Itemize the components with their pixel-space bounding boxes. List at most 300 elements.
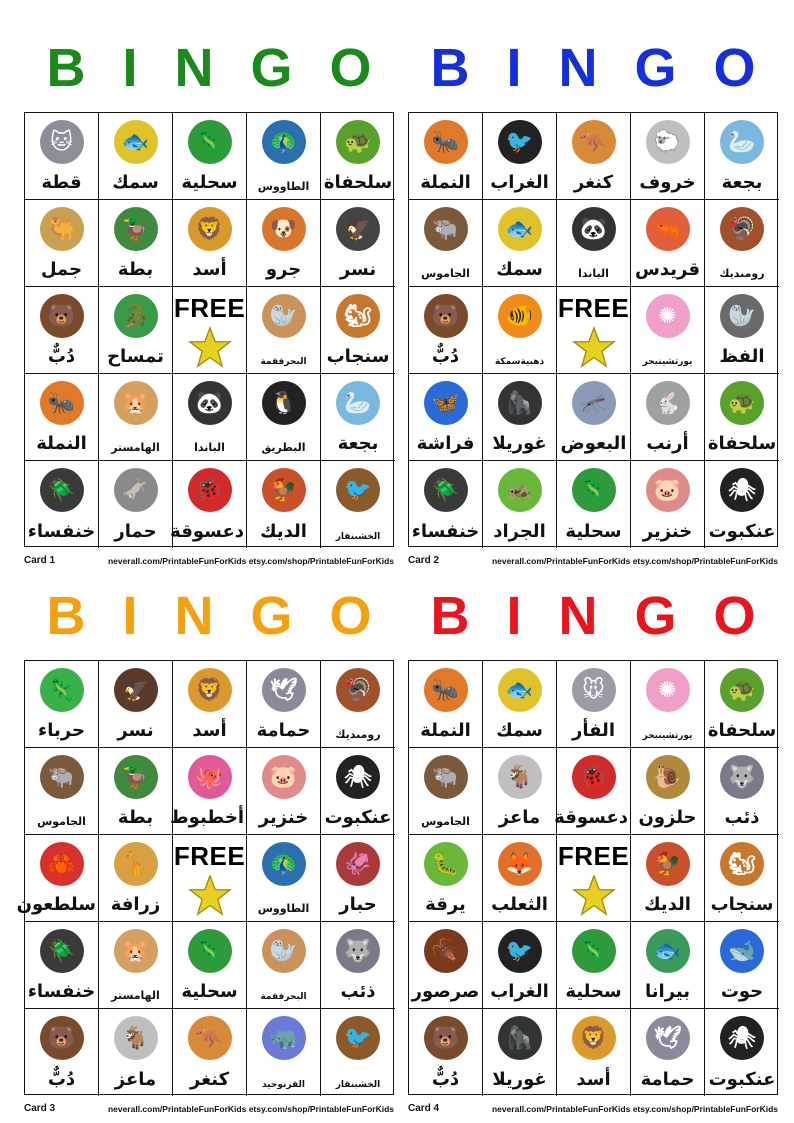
animal-picture-icon: 🕷 [720, 1016, 764, 1060]
card-footer [24, 553, 394, 567]
bingo-letter: I [506, 38, 522, 98]
website-credits: neverall.com/PrintableFunForKids etsy.com/shop/PrintableFunForKids [491, 556, 778, 566]
animal-name: الهامستر [111, 989, 160, 1002]
animal-picture-icon: 🐜 [424, 120, 468, 164]
bingo-cell[interactable] [321, 113, 395, 200]
bingo-letter: G [250, 38, 293, 98]
animal-picture-icon: 🪲 [424, 468, 468, 512]
bingo-cell[interactable] [409, 374, 483, 461]
animal-name: حبار [339, 894, 377, 915]
animal-name: الخشبنقار [335, 1080, 381, 1090]
bingo-cell[interactable] [631, 287, 705, 374]
bingo-cell[interactable] [321, 200, 395, 287]
bingo-cell[interactable] [554, 748, 631, 835]
bingo-cell[interactable] [99, 1009, 173, 1096]
bingo-cell[interactable] [483, 374, 557, 461]
animal-name: جرو [265, 259, 302, 280]
free-label: FREE [173, 293, 246, 323]
animal-name: كنغر [189, 1069, 230, 1090]
animal-name: كنغر [573, 172, 614, 193]
bingo-title [408, 568, 778, 664]
bingo-cell[interactable] [705, 113, 779, 200]
animal-name: الديك [644, 894, 691, 915]
animal-picture-icon: 🦭 [720, 294, 764, 338]
animal-name: نسر [117, 720, 154, 741]
bingo-cell[interactable] [170, 461, 247, 548]
animal-name: ذئب [724, 807, 760, 828]
bingo-cell[interactable] [247, 835, 321, 922]
bingo-cell[interactable] [631, 835, 705, 922]
free-label: FREE [173, 841, 246, 871]
animal-name: دُبٌّ [47, 1069, 76, 1090]
animal-picture-icon: 🦃 [336, 668, 380, 712]
bingo-cell[interactable] [705, 287, 779, 374]
bingo-cell[interactable] [409, 835, 483, 922]
animal-name: ذهبيةسمكة [494, 357, 545, 367]
animal-name: خنفساء [27, 521, 96, 542]
bingo-grid [408, 660, 778, 1095]
animal-picture-icon: 🦁 [188, 207, 232, 251]
animal-picture-icon: 🐻 [424, 1016, 468, 1060]
bingo-cell[interactable] [409, 287, 483, 374]
animal-picture-icon: 🦭 [262, 294, 306, 338]
bingo-cell[interactable] [321, 461, 395, 548]
animal-name: جمل [40, 259, 83, 280]
star-icon [572, 874, 616, 916]
animal-picture-icon: 🐞 [188, 468, 232, 512]
bingo-cell[interactable] [99, 661, 173, 748]
animal-picture-icon: 🦒 [114, 842, 158, 886]
animal-picture-icon: 🕷 [720, 468, 764, 512]
animal-name: البحرفقمة [260, 357, 307, 367]
bingo-title [24, 20, 394, 116]
animal-name: بجعة [721, 172, 763, 193]
bingo-cell[interactable] [25, 200, 99, 287]
bingo-grid [24, 112, 394, 547]
animal-picture-icon: 🦑 [336, 842, 380, 886]
animal-name: تمساح [107, 346, 164, 367]
animal-picture-icon: 🦁 [188, 668, 232, 712]
bingo-cell[interactable] [409, 922, 483, 1009]
animal-picture-icon: 🐿 [720, 842, 764, 886]
animal-name: الفأر [571, 720, 615, 741]
animal-name: ذئب [340, 981, 376, 1002]
bingo-cell[interactable] [173, 922, 247, 1009]
animal-name: سحلية [181, 172, 238, 193]
animal-name: الجاموس [421, 815, 470, 828]
bingo-title [408, 20, 778, 116]
bingo-cell[interactable] [173, 374, 247, 461]
bingo-grid [408, 112, 778, 547]
bingo-cell[interactable] [25, 287, 99, 374]
animal-name: سمك [496, 259, 543, 280]
animal-picture-icon: 🦏 [262, 1016, 306, 1060]
bingo-cell[interactable] [409, 661, 483, 748]
animal-name: دُبٌّ [47, 346, 76, 367]
bingo-cell[interactable] [631, 1009, 705, 1096]
animal-name: دعسوقة [554, 807, 628, 828]
animal-name: بيرانا [645, 981, 690, 1002]
animal-name: سحلية [565, 521, 622, 542]
animal-picture-icon: 🐻 [40, 294, 84, 338]
bingo-cell[interactable] [321, 922, 395, 1009]
bingo-cell[interactable] [321, 1009, 395, 1096]
bingo-cell[interactable] [321, 835, 395, 922]
bingo-cell[interactable] [25, 113, 99, 200]
animal-name: البعوض [560, 433, 627, 454]
bingo-cell[interactable] [483, 922, 557, 1009]
bingo-cell[interactable] [321, 287, 395, 374]
animal-picture-icon: 🐼 [572, 207, 616, 251]
animal-name: الخشبنقار [335, 532, 381, 542]
animal-picture-icon: 🐋 [720, 929, 764, 973]
animal-name: خنزير [258, 807, 309, 828]
animal-picture-icon: 🦚 [262, 120, 306, 164]
bingo-cell[interactable] [483, 1009, 557, 1096]
animal-picture-icon: 🦅 [114, 668, 158, 712]
bingo-cell[interactable] [409, 200, 483, 287]
free-space[interactable] [173, 835, 247, 922]
bingo-cell[interactable] [247, 1009, 321, 1096]
bingo-cell[interactable] [631, 200, 705, 287]
bingo-cell[interactable] [705, 835, 779, 922]
bingo-cell[interactable] [557, 922, 631, 1009]
animal-picture-icon: ✺ [646, 294, 690, 338]
animal-name: دُبٌّ [431, 1069, 460, 1090]
free-label: FREE [557, 293, 630, 323]
animal-picture-icon: 🐃 [424, 207, 468, 251]
animal-picture-icon: 🐦 [336, 468, 380, 512]
animal-picture-icon: 🦃 [720, 207, 764, 251]
bingo-cell[interactable] [557, 661, 631, 748]
animal-name: الباندا [578, 267, 609, 280]
free-space[interactable] [173, 287, 247, 374]
bingo-grid [16, 660, 394, 1095]
animal-picture-icon: 🐦 [498, 120, 542, 164]
animal-picture-icon: 🦆 [114, 755, 158, 799]
bingo-cell[interactable] [99, 748, 173, 835]
animal-picture-icon: 🦘 [188, 1016, 232, 1060]
bingo-letter: B [46, 586, 86, 646]
animal-picture-icon: 🦢 [720, 120, 764, 164]
bingo-letter: B [430, 586, 470, 646]
animal-picture-icon: 🐫 [40, 207, 84, 251]
bingo-cell[interactable] [247, 748, 321, 835]
bingo-letter: B [46, 38, 86, 98]
bingo-cell[interactable] [705, 1009, 779, 1096]
animal-picture-icon: 🦎 [572, 468, 616, 512]
star-icon [188, 874, 232, 916]
animal-picture-icon: 🦐 [646, 207, 690, 251]
animal-picture-icon: 🐢 [720, 381, 764, 425]
animal-picture-icon: 🐺 [720, 755, 764, 799]
bingo-cell[interactable] [557, 1009, 631, 1096]
bingo-cell[interactable] [99, 287, 173, 374]
animal-picture-icon: 🐌 [646, 755, 690, 799]
animal-picture-icon: 🐻 [40, 1016, 84, 1060]
animal-picture-icon: 🐓 [646, 842, 690, 886]
bingo-cell[interactable] [557, 113, 631, 200]
bingo-letter: O [713, 38, 756, 98]
bingo-cell[interactable] [247, 113, 321, 200]
animal-name: حمار [114, 521, 157, 542]
bingo-cell[interactable] [247, 287, 321, 374]
animal-picture-icon: 🐢 [720, 668, 764, 712]
animal-picture-icon: 🦎 [188, 120, 232, 164]
bingo-cell[interactable] [631, 374, 705, 461]
animal-name: حوت [720, 981, 764, 1002]
bingo-cell[interactable] [247, 661, 321, 748]
animal-picture-icon: 🦘 [572, 120, 616, 164]
bingo-letter: G [634, 38, 677, 98]
animal-name: قريدس [635, 259, 700, 280]
bingo-cell[interactable] [631, 113, 705, 200]
bingo-cell[interactable] [25, 1009, 99, 1096]
card-footer [408, 553, 778, 567]
animal-name: سلحفاة [707, 720, 777, 741]
bingo-cell[interactable] [247, 922, 321, 1009]
animal-picture-icon: 🐹 [114, 381, 158, 425]
animal-name: القرنوحيد [262, 1080, 305, 1090]
animal-picture-icon: 🐷 [646, 468, 690, 512]
animal-picture-icon: 🐧 [262, 381, 306, 425]
animal-name: غوريلا [492, 433, 547, 454]
bingo-letter: I [506, 586, 522, 646]
bingo-cell[interactable] [705, 661, 779, 748]
animal-name: عنكبوت [324, 807, 392, 828]
bingo-cell[interactable] [99, 835, 173, 922]
animal-picture-icon: 🐦 [336, 1016, 380, 1060]
bingo-cell[interactable] [321, 374, 395, 461]
bingo-letter: O [329, 586, 372, 646]
bingo-cell[interactable] [631, 748, 705, 835]
animal-name: سنجاب [326, 346, 390, 367]
animal-name: سحلية [565, 981, 622, 1002]
animal-name: خروف [639, 172, 696, 193]
bingo-cell[interactable] [705, 922, 779, 1009]
animal-name: الغراب [490, 172, 549, 193]
free-space[interactable] [557, 287, 631, 374]
bingo-letter: I [122, 38, 138, 98]
bingo-cell[interactable] [321, 661, 395, 748]
bingo-cell[interactable] [557, 374, 631, 461]
animal-picture-icon: 🦗 [498, 468, 542, 512]
animal-picture-icon: 🐟 [498, 668, 542, 712]
bingo-cell[interactable] [705, 200, 779, 287]
animal-picture-icon: 🕊 [262, 668, 306, 712]
animal-name: خنفساء [27, 981, 96, 1002]
bingo-cell[interactable] [173, 113, 247, 200]
animal-picture-icon: 🦎 [572, 929, 616, 973]
animal-name: دُبٌّ [431, 346, 460, 367]
animal-picture-icon: 🐜 [40, 381, 84, 425]
animal-name: الفظ [719, 346, 765, 367]
animal-picture-icon: 🦍 [498, 1016, 542, 1060]
animal-name: خنفساء [411, 521, 480, 542]
website-credits: neverall.com/PrintableFunForKids etsy.com/shop/PrintableFunForKids [107, 556, 394, 566]
animal-name: حمامة [256, 720, 311, 741]
animal-name: البطريق [261, 441, 306, 454]
animal-picture-icon: 🐓 [262, 468, 306, 512]
bingo-cell[interactable] [483, 748, 557, 835]
star-icon [572, 326, 616, 368]
animal-picture-icon: 🦟 [572, 381, 616, 425]
bingo-cell[interactable] [557, 200, 631, 287]
animal-name: سمك [496, 720, 543, 741]
bingo-title [24, 568, 394, 664]
animal-picture-icon: 🪲 [40, 929, 84, 973]
animal-name: صرصور [411, 981, 480, 1002]
animal-name: يورتشينبحر [642, 731, 693, 741]
bingo-letter: N [174, 586, 214, 646]
bingo-letter: N [558, 38, 598, 98]
bingo-cell[interactable] [321, 748, 395, 835]
animal-picture-icon: 🐐 [498, 755, 542, 799]
bingo-cell[interactable] [25, 748, 99, 835]
bingo-cell[interactable] [173, 661, 247, 748]
bingo-cell[interactable] [16, 835, 99, 922]
animal-picture-icon: 🐭 [572, 668, 616, 712]
bingo-cell[interactable] [99, 374, 173, 461]
animal-picture-icon: 🐢 [336, 120, 380, 164]
bingo-letter: N [558, 586, 598, 646]
animal-name: أرنب [646, 433, 689, 454]
card-footer [408, 1101, 778, 1115]
animal-picture-icon: 🐱 [40, 120, 84, 164]
animal-picture-icon: 🦎 [40, 668, 84, 712]
animal-picture-icon: 🐺 [336, 929, 380, 973]
bingo-letter: I [122, 586, 138, 646]
animal-picture-icon: 🦁 [572, 1016, 616, 1060]
bingo-cell[interactable] [173, 1009, 247, 1096]
bingo-cell[interactable] [483, 461, 557, 548]
bingo-cell[interactable] [25, 922, 99, 1009]
animal-picture-icon: 🦍 [498, 381, 542, 425]
animal-picture-icon: 🐙 [188, 755, 232, 799]
bingo-cell[interactable] [483, 835, 557, 922]
animal-name: عنكبوت [708, 521, 776, 542]
animal-name: بطة [117, 259, 154, 280]
bingo-cell[interactable] [483, 200, 557, 287]
bingo-cell[interactable] [173, 200, 247, 287]
animal-picture-icon: 🐃 [40, 755, 84, 799]
animal-name: النملة [420, 172, 471, 193]
animal-name: زرافة [110, 894, 161, 915]
bingo-cell[interactable] [409, 748, 483, 835]
free-space[interactable] [557, 835, 631, 922]
animal-picture-icon: 🐐 [114, 1016, 158, 1060]
animal-name: بطة [117, 807, 154, 828]
animal-picture-icon: 🐊 [114, 294, 158, 338]
animal-picture-icon: 🐿 [336, 294, 380, 338]
bingo-cell[interactable] [705, 374, 779, 461]
animal-picture-icon: 🐑 [646, 120, 690, 164]
bingo-cell[interactable] [557, 461, 631, 548]
animal-name: رومىديك [719, 267, 765, 280]
bingo-cell[interactable] [25, 461, 99, 548]
animal-picture-icon: 🦊 [498, 842, 542, 886]
animal-picture-icon: 🦀 [40, 842, 84, 886]
animal-name: حرباء [38, 720, 85, 741]
animal-name: أسد [192, 720, 227, 741]
animal-name: عنكبوت [708, 1069, 776, 1090]
animal-picture-icon: 🐟 [498, 207, 542, 251]
animal-picture-icon: 🦋 [424, 381, 468, 425]
animal-name: النملة [420, 720, 471, 741]
bingo-cell[interactable] [25, 661, 99, 748]
animal-picture-icon: 🐞 [572, 755, 616, 799]
website-credits: neverall.com/PrintableFunForKids etsy.com/shop/PrintableFunForKids [107, 1104, 394, 1114]
animal-picture-icon: 🦅 [336, 207, 380, 251]
animal-picture-icon: 🦆 [114, 207, 158, 251]
bingo-cell[interactable] [483, 661, 557, 748]
animal-name: الديك [260, 521, 307, 542]
bingo-cell[interactable] [247, 374, 321, 461]
bingo-cell[interactable] [409, 1009, 483, 1096]
bingo-cell[interactable] [99, 113, 173, 200]
bingo-cell[interactable] [409, 461, 483, 548]
animal-picture-icon: 🦢 [336, 381, 380, 425]
bingo-cell[interactable] [705, 748, 779, 835]
animal-name: سلحفاة [323, 172, 393, 193]
free-label: FREE [557, 841, 630, 871]
animal-picture-icon: 🪳 [424, 929, 468, 973]
bingo-cell[interactable] [169, 748, 247, 835]
bingo-cell[interactable] [631, 461, 705, 548]
animal-name: البحرفقمة [260, 992, 307, 1002]
bingo-cell[interactable] [631, 661, 705, 748]
animal-name: النملة [36, 433, 87, 454]
animal-name: يورتشينبحر [642, 357, 693, 367]
animal-name: بجعة [337, 433, 379, 454]
bingo-letter: B [430, 38, 470, 98]
animal-name: الطاووس [257, 180, 310, 193]
bingo-letter: G [634, 586, 677, 646]
bingo-cell[interactable] [99, 200, 173, 287]
animal-picture-icon: 🐛 [424, 842, 468, 886]
animal-picture-icon: 🦭 [262, 929, 306, 973]
bingo-cell[interactable] [99, 922, 173, 1009]
bingo-cell[interactable] [247, 200, 321, 287]
bingo-cell[interactable] [25, 374, 99, 461]
bingo-letter: O [713, 586, 756, 646]
animal-name: الهامستر [111, 441, 160, 454]
animal-name: غوريلا [492, 1069, 547, 1090]
animal-name: ماعز [498, 807, 541, 828]
animal-picture-icon: 🐃 [424, 755, 468, 799]
animal-name: حلزون [638, 807, 697, 828]
bingo-cell[interactable] [483, 287, 557, 374]
animal-name: الجاموس [37, 815, 86, 828]
card-footer [24, 1101, 394, 1115]
animal-name: الثعلب [491, 894, 548, 915]
animal-picture-icon: 🦎 [188, 929, 232, 973]
bingo-cell[interactable] [705, 461, 779, 548]
animal-name: أخطبوط [169, 807, 244, 828]
bingo-cell[interactable] [99, 461, 173, 548]
animal-name: أسد [192, 259, 227, 280]
bingo-cell[interactable] [631, 922, 705, 1009]
star-icon [188, 326, 232, 368]
bingo-cell[interactable] [483, 113, 557, 200]
bingo-cell[interactable] [409, 113, 483, 200]
animal-name: الجراد [493, 521, 546, 542]
animal-picture-icon: 🐦 [498, 929, 542, 973]
animal-picture-icon: 🐟 [114, 120, 158, 164]
animal-picture-icon: 🐼 [188, 381, 232, 425]
animal-name: الجاموس [421, 267, 470, 280]
bingo-cell[interactable] [247, 461, 321, 548]
